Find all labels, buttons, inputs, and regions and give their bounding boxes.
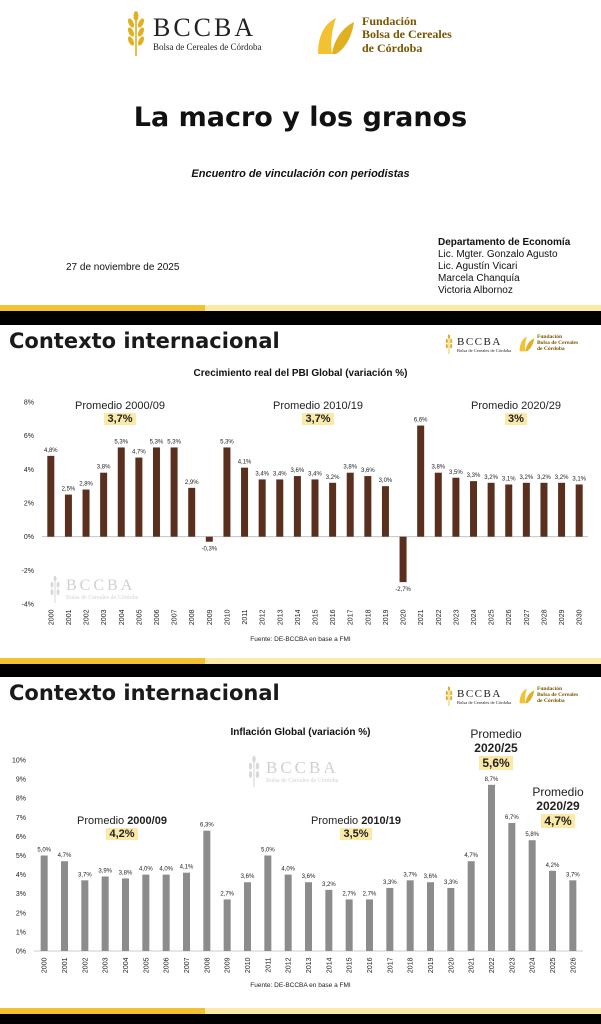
x-tick-label: 2030 [576, 609, 584, 626]
x-tick-label: 2002 [82, 957, 90, 974]
x-tick-label: 2022 [435, 609, 443, 626]
data-label: 5,0% [37, 847, 52, 854]
average-value: 3,7% [302, 413, 333, 425]
y-tick-label: 4% [23, 466, 34, 474]
data-label: 2,8% [79, 481, 93, 488]
data-label: -2,7% [395, 587, 411, 594]
x-tick-label: 2018 [365, 609, 373, 626]
bar [540, 483, 547, 537]
x-tick-label: 2017 [387, 957, 395, 974]
bar [188, 488, 195, 537]
y-tick-label: 0% [15, 948, 26, 956]
y-tick-label: 6% [23, 433, 34, 441]
bar [276, 479, 283, 536]
bar [427, 882, 434, 951]
data-label: 3,2% [537, 474, 551, 481]
x-tick-label: 2011 [242, 609, 250, 625]
average-years: 2000/09 [127, 815, 167, 827]
watermark-word: BCCBA [66, 577, 136, 594]
divider-bar [0, 311, 601, 325]
average-value: 4,2% [106, 828, 137, 840]
y-tick-label: -4% [21, 601, 34, 609]
bar [325, 890, 332, 951]
fundacion-line3: de Córdoba [362, 40, 423, 55]
fundacion-logo-small [518, 686, 578, 704]
bar [294, 476, 301, 537]
x-tick-label: 2026 [506, 609, 514, 626]
x-tick-label: 2001 [62, 957, 69, 974]
x-tick-label: 2015 [312, 609, 320, 626]
x-tick-label: 2014 [294, 609, 302, 626]
x-tick-label: 2003 [101, 609, 109, 626]
data-label: 4,2% [545, 862, 560, 869]
wheat-icon [444, 686, 454, 706]
y-tick-label: 0% [23, 534, 34, 542]
bar [47, 456, 54, 537]
data-label: 3,3% [466, 473, 481, 480]
author-1: Lic. Mgter. Gonzalo Agusto [438, 249, 558, 260]
bar [435, 473, 442, 537]
data-label: 3,2% [484, 474, 498, 481]
bar [508, 823, 515, 951]
bccba-subtitle: Bolsa de Cereales de Córdoba [153, 42, 262, 52]
bar [142, 875, 149, 951]
data-label: 4,0% [138, 866, 153, 873]
x-tick-label: 2020 [448, 957, 456, 974]
data-label: 3,8% [343, 464, 358, 471]
x-tick-label: 2027 [523, 609, 531, 626]
data-label: 2,5% [61, 486, 76, 493]
leaf-icon [314, 14, 356, 56]
bar [346, 899, 353, 951]
author-4: Victoria Albornoz [438, 285, 513, 296]
data-label: 3,1% [501, 476, 516, 483]
x-tick-label: 2021 [468, 957, 476, 974]
x-tick-label: 2028 [541, 609, 549, 626]
bar [347, 473, 354, 537]
bar [203, 831, 210, 951]
x-tick-label: 2013 [277, 609, 285, 626]
gdp-bar-chart [0, 393, 601, 638]
gdp-slide [0, 325, 601, 658]
x-tick-label: 2018 [407, 957, 415, 974]
average-value: 5,6% [479, 756, 512, 770]
bar [452, 478, 459, 537]
data-label: 4,0% [281, 866, 296, 873]
x-tick-label: 2009 [224, 957, 232, 974]
x-tick-label: 2013 [306, 957, 313, 974]
data-label: 4,7% [464, 853, 479, 860]
chart-source: Fuente: DE-BCCBA en base a FMI [250, 636, 351, 643]
y-tick-label: 10% [11, 757, 26, 765]
x-tick-label: 2024 [529, 957, 537, 974]
data-label: 2,7% [342, 891, 357, 898]
bar [102, 877, 109, 951]
data-label: 4,0% [159, 866, 174, 873]
bccba-subtitle: Bolsa de Cereales de Córdoba [457, 347, 512, 353]
data-label: 2,9% [184, 479, 199, 486]
data-label: 6,6% [413, 417, 428, 424]
bar [329, 483, 336, 537]
watermark-word: BCCBA [266, 758, 339, 777]
data-label: 5,3% [167, 439, 181, 446]
bar [100, 473, 107, 537]
x-tick-label: 2006 [153, 609, 161, 626]
average-label: Promedio [311, 815, 359, 827]
bccba-wordmark: BCCBA [153, 13, 257, 42]
data-label: -0,3% [201, 546, 218, 553]
average-value: 3,7% [104, 413, 135, 425]
bar [171, 447, 178, 536]
x-tick-label: 2020 [400, 609, 408, 626]
bar [83, 490, 90, 537]
x-tick-label: 2004 [118, 609, 126, 626]
data-label: 3,6% [301, 874, 316, 881]
data-label: 3,3% [443, 879, 458, 886]
bccba-subtitle: Bolsa de Cereales de Córdoba [457, 699, 512, 705]
bar [183, 873, 190, 951]
y-tick-label: 5% [15, 853, 26, 860]
chart-title: Crecimiento real del PBI Global (variación %) [193, 368, 408, 379]
bar [407, 880, 414, 951]
bar [65, 495, 72, 537]
x-tick-label: 2019 [428, 957, 435, 974]
data-label: 3,0% [378, 478, 393, 485]
data-label: 4,1% [179, 864, 194, 871]
data-label: 4,7% [132, 449, 146, 456]
fundacion-line1: Fundación [362, 14, 417, 29]
y-tick-label: 8% [15, 795, 26, 803]
x-tick-label: 2017 [347, 609, 355, 626]
average-label: Promedio [532, 785, 584, 799]
bar [264, 856, 271, 952]
y-tick-label: 9% [15, 776, 26, 784]
x-tick-label: 2004 [123, 957, 130, 974]
fundacion-logo-small [518, 334, 578, 352]
inflation-bar-chart [0, 749, 601, 989]
data-label: 3,3% [382, 879, 397, 886]
data-label: 3,2% [321, 881, 336, 888]
data-label: 3,4% [272, 471, 287, 478]
average-label: Promedio [77, 815, 125, 827]
x-tick-label: 2005 [136, 609, 144, 626]
data-label: 4,1% [237, 459, 252, 466]
department-block [438, 237, 570, 297]
bar [576, 484, 583, 536]
bccba-wordmark: BCCBA [457, 687, 502, 700]
bar [470, 481, 477, 537]
data-label: 3,7% [565, 872, 580, 879]
bar [366, 899, 373, 951]
bar [285, 875, 292, 951]
bar [224, 899, 231, 951]
bar [305, 882, 312, 951]
wheat-icon [444, 334, 454, 354]
bar [135, 458, 142, 537]
bar [122, 878, 129, 951]
x-tick-label: 2023 [453, 609, 461, 626]
bar [364, 476, 371, 537]
data-label: 5,3% [220, 439, 234, 446]
fundacion-line3: de Córdoba [537, 346, 565, 353]
bar [447, 888, 454, 951]
bar [153, 447, 160, 536]
data-label: 3,6% [240, 874, 255, 881]
data-label: 3,6% [423, 874, 438, 881]
x-tick-label: 2007 [184, 957, 191, 974]
leaf-icon [518, 687, 535, 704]
data-label: 3,7% [77, 872, 92, 879]
chart-title: Inflación Global (variación %) [230, 727, 371, 738]
data-label: 3,8% [431, 464, 446, 471]
data-label: 6,7% [504, 815, 519, 822]
inflation-slide [0, 677, 601, 1008]
data-label: 3,4% [255, 471, 270, 478]
x-tick-label: 2012 [285, 957, 293, 974]
y-tick-label: 8% [23, 399, 34, 407]
data-label: 8,7% [484, 776, 499, 783]
bar [488, 483, 495, 537]
bccba-logo-small [444, 686, 511, 706]
data-label: 6,3% [199, 822, 214, 829]
bar [529, 840, 536, 951]
average-value: 3,5% [340, 828, 371, 840]
bar [41, 856, 48, 952]
data-label: 3,8% [118, 870, 133, 877]
data-label: 3,7% [403, 872, 418, 879]
bar [468, 861, 475, 951]
bar [569, 880, 576, 951]
x-tick-label: 2008 [189, 609, 197, 626]
fundacion-logo [314, 14, 452, 56]
data-label: 3,5% [449, 469, 463, 476]
y-tick-label: 4% [15, 872, 26, 880]
x-tick-label: 2023 [509, 957, 517, 974]
x-tick-label: 2025 [550, 957, 557, 974]
x-tick-label: 2007 [171, 609, 179, 626]
department-name: Departamento de Economía [438, 237, 571, 248]
y-tick-label: -2% [21, 567, 34, 575]
slide-heading: Contexto internacional [9, 329, 280, 353]
bar [259, 479, 266, 536]
divider-bar [0, 664, 601, 677]
x-tick-label: 2005 [143, 957, 151, 974]
data-label: 4,8% [43, 447, 58, 454]
data-label: 3,4% [308, 471, 322, 478]
x-tick-label: 2016 [367, 957, 374, 974]
x-tick-label: 2019 [382, 609, 390, 626]
data-label: 5,0% [260, 847, 275, 854]
x-tick-label: 2000 [41, 957, 49, 974]
watermark-sub: Bolsa de Cereales de Córdoba [266, 778, 339, 784]
bccba-wordmark: BCCBA [457, 335, 502, 348]
average-years: 2020/25 [474, 741, 518, 755]
data-label: 3,6% [290, 468, 305, 475]
wheat-icon [125, 10, 147, 56]
bar [382, 486, 389, 536]
x-tick-label: 2010 [245, 957, 252, 974]
bar [400, 537, 407, 582]
data-label: 3,2% [519, 474, 534, 481]
bar [523, 483, 530, 537]
x-tick-label: 2029 [559, 609, 567, 626]
x-tick-label: 2006 [163, 957, 171, 974]
bar [488, 785, 495, 951]
bottom-bar [0, 1014, 601, 1024]
cover-slide [0, 0, 601, 305]
average-label: Promedio 2010/19 [273, 400, 363, 412]
x-tick-label: 2011 [265, 957, 273, 973]
data-label: 5,3% [149, 439, 164, 446]
bar [244, 882, 251, 951]
y-tick-label: 2% [15, 910, 26, 918]
average-value: 4,7% [541, 814, 574, 828]
average-label: Promedio 2020/29 [471, 400, 561, 412]
y-tick-label: 2% [23, 500, 34, 508]
y-tick-label: 1% [15, 929, 26, 937]
page-title: La macro y los granos [133, 102, 468, 133]
average-years: 2010/19 [361, 815, 401, 827]
bar [417, 426, 424, 537]
bar [549, 871, 556, 951]
data-label: 3,1% [572, 476, 587, 483]
data-label: 3,8% [96, 464, 111, 471]
bar [223, 447, 230, 536]
x-tick-label: 2009 [206, 609, 214, 626]
fundacion-line1: Fundación [537, 686, 563, 692]
fundacion-line2: Bolsa de Cereales [537, 692, 579, 699]
average-label: Promedio 2000/09 [75, 400, 165, 412]
page-subtitle: Encuentro de vinculación con periodistas [191, 168, 410, 180]
bar [81, 880, 88, 951]
fundacion-line2: Bolsa de Cereales [537, 340, 579, 347]
y-tick-label: 3% [15, 891, 26, 899]
data-label: 5,8% [525, 832, 540, 839]
bar [61, 861, 68, 951]
chart-source: Fuente: DE-BCCBA en base a FMI [250, 982, 351, 989]
x-tick-label: 2022 [489, 957, 496, 974]
x-tick-label: 2010 [224, 609, 232, 626]
bar [505, 484, 512, 536]
x-tick-label: 2012 [259, 609, 267, 626]
x-tick-label: 2008 [204, 957, 212, 974]
average-value: 3% [505, 413, 527, 425]
data-label: 2,7% [362, 891, 377, 898]
data-label: 3,2% [325, 474, 340, 481]
x-tick-label: 2014 [326, 957, 334, 974]
y-tick-label: 6% [15, 833, 26, 841]
bar [206, 537, 213, 542]
x-tick-label: 2021 [418, 609, 426, 626]
author-3: Marcela Chanquía [438, 273, 520, 284]
bar [558, 483, 565, 537]
bccba-logo [125, 10, 261, 56]
average-label: Promedio [470, 727, 522, 741]
x-tick-label: 2026 [570, 957, 578, 974]
bar [118, 447, 125, 536]
bar [163, 875, 170, 951]
data-label: 3,9% [98, 868, 113, 875]
data-label: 3,6% [360, 468, 375, 475]
data-label: 2,7% [220, 891, 235, 898]
x-tick-label: 2024 [471, 609, 479, 626]
y-tick-label: 7% [15, 814, 26, 822]
presentation-date: 27 de noviembre de 2025 [66, 262, 180, 273]
x-tick-label: 2002 [83, 609, 91, 626]
bar [386, 888, 393, 951]
bar [312, 479, 319, 536]
x-tick-label: 2001 [65, 609, 73, 626]
average-years: 2020/29 [536, 799, 580, 813]
bar [241, 468, 248, 537]
slide-heading: Contexto internacional [9, 681, 280, 705]
fundacion-line3: de Córdoba [537, 698, 565, 705]
data-label: 4,7% [57, 853, 72, 860]
fundacion-line1: Fundación [537, 334, 563, 340]
author-2: Lic. Agustín Vicari [438, 261, 518, 272]
bccba-logo-small [444, 334, 511, 354]
x-tick-label: 2003 [102, 957, 110, 974]
x-tick-label: 2000 [48, 609, 56, 626]
leaf-icon [518, 335, 535, 352]
x-tick-label: 2016 [330, 609, 338, 626]
data-label: 3,2% [554, 474, 569, 481]
fundacion-line2: Bolsa de Cereales [362, 27, 452, 42]
watermark-sub: Bolsa de Cereales de Córdoba [66, 595, 139, 601]
x-tick-label: 2015 [346, 957, 354, 974]
x-tick-label: 2025 [488, 609, 496, 626]
data-label: 5,3% [114, 439, 129, 446]
